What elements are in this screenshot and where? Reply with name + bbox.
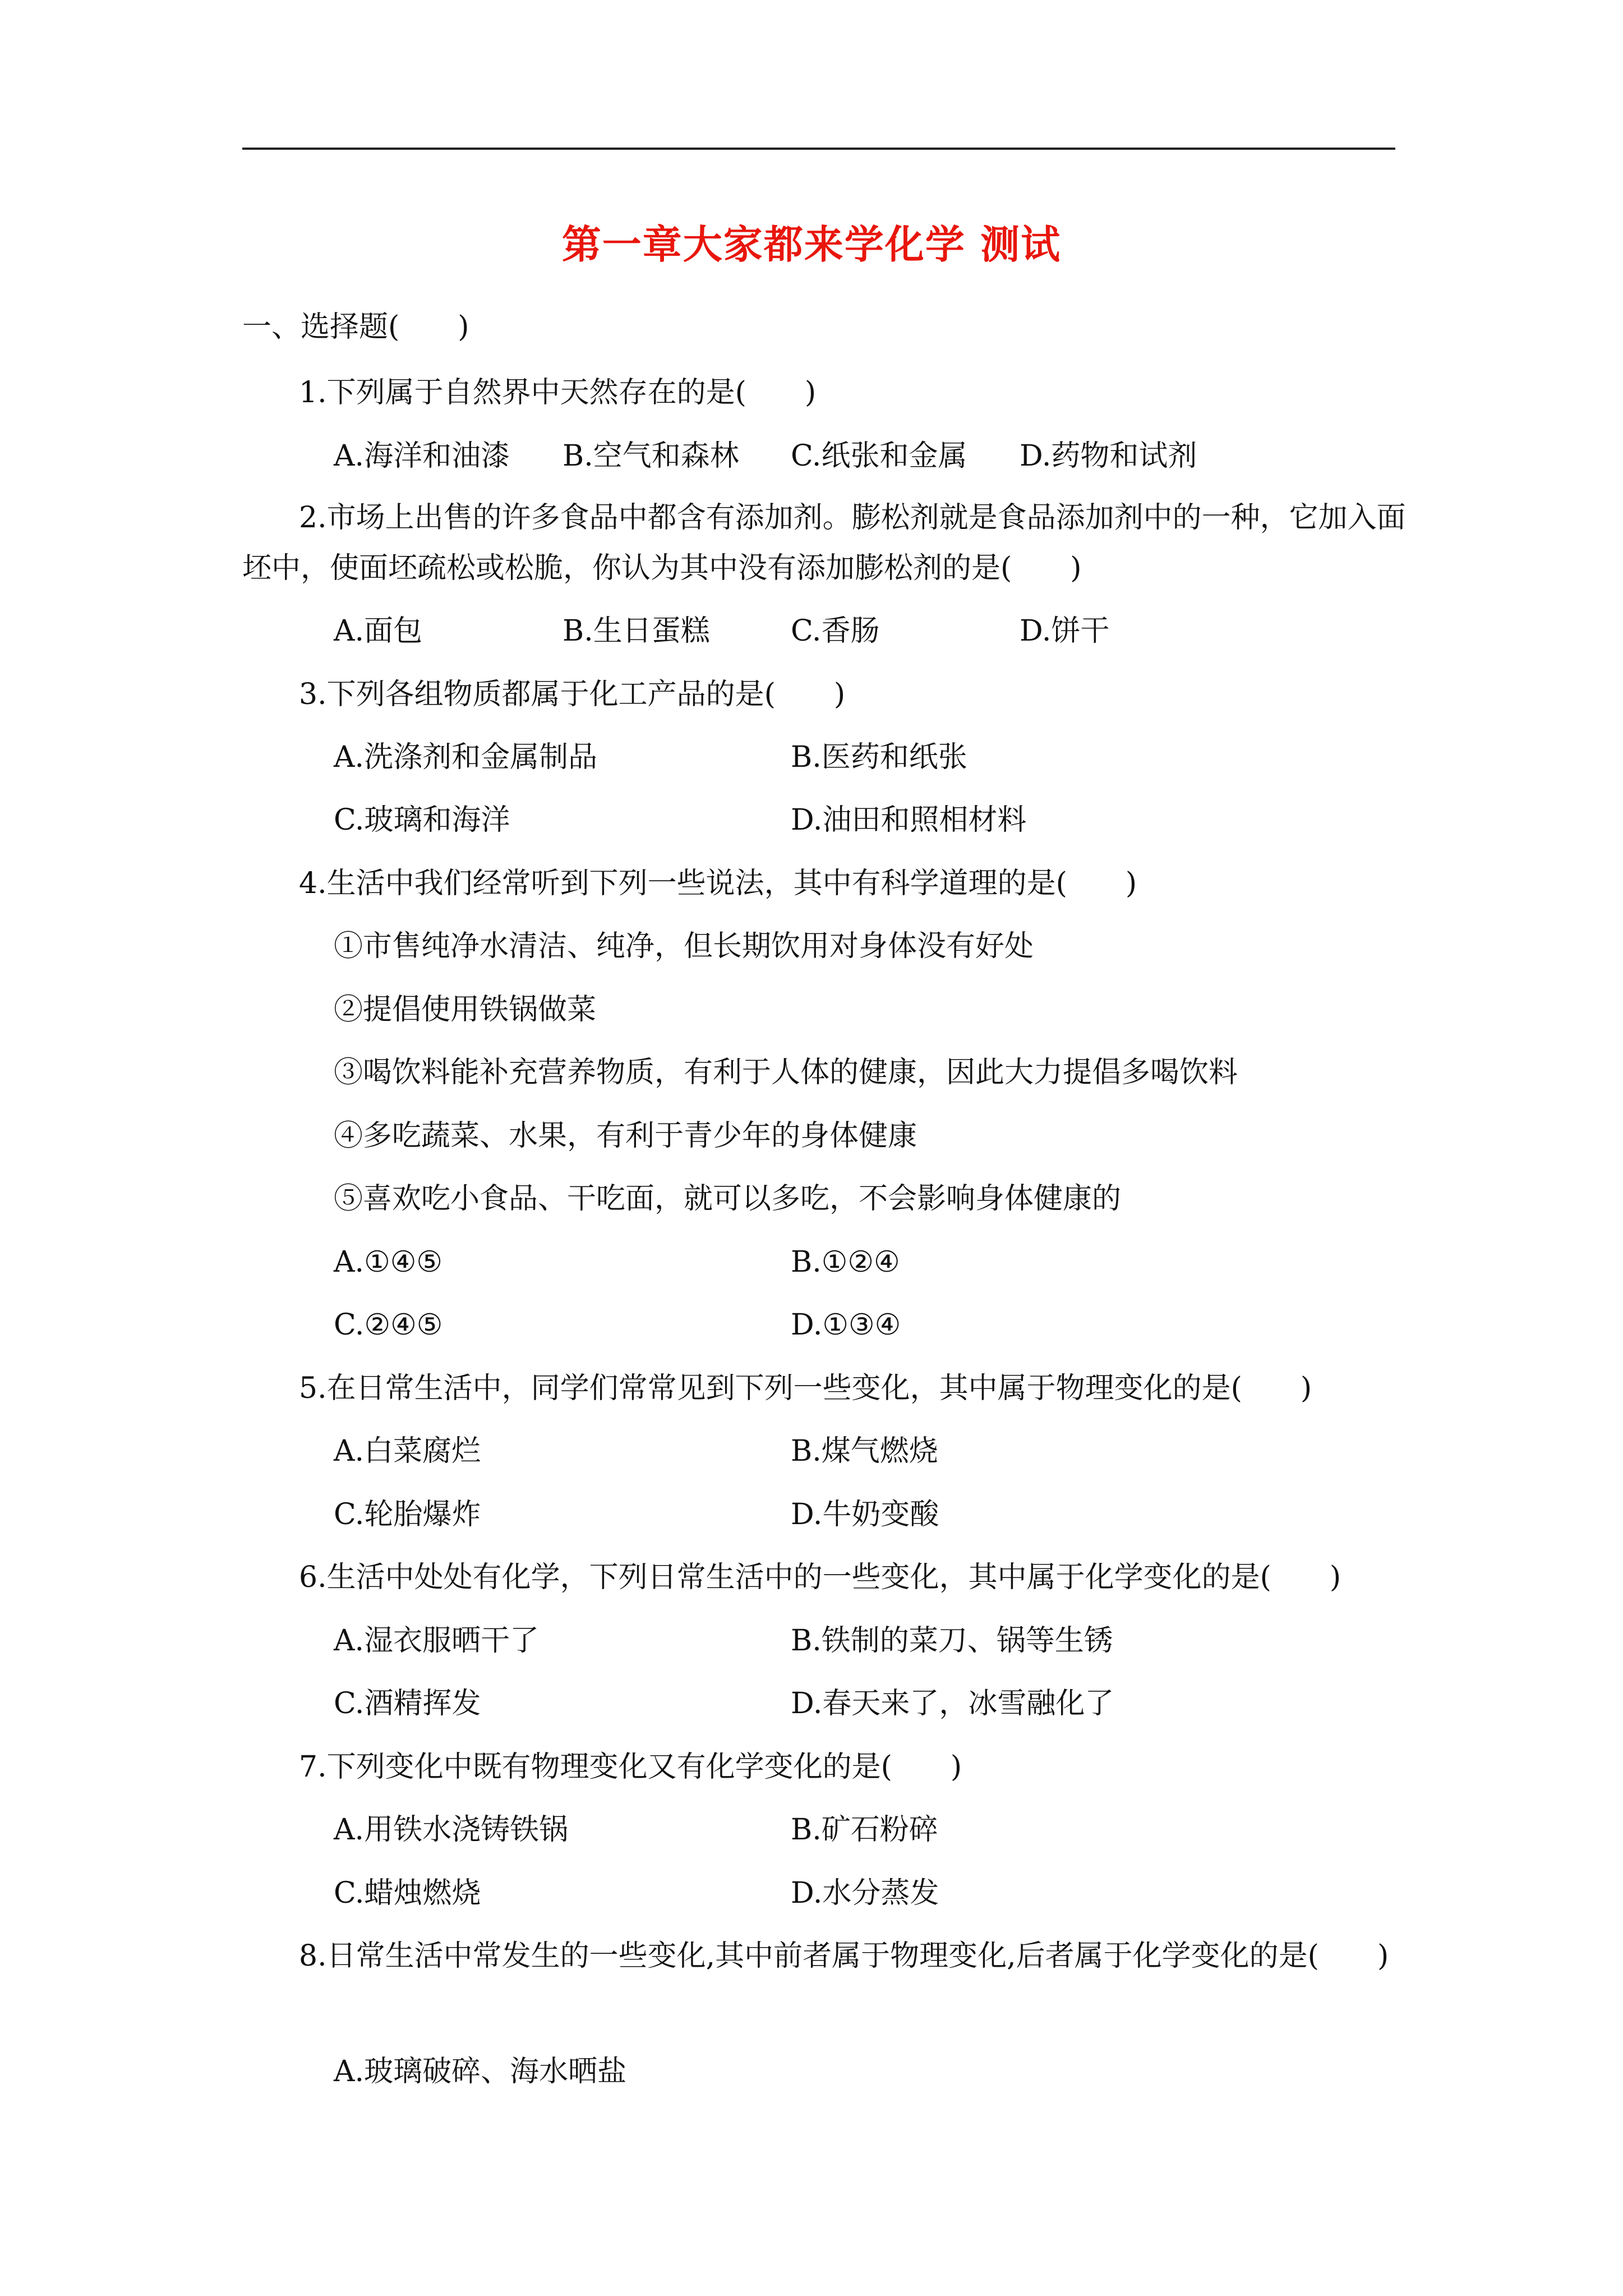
- question-2-stem-line1: 2.市场上出售的许多食品中都含有添加剂。膨松剂就是食品添加剂中的一种，它加入面: [299, 501, 1406, 535]
- question-6-option-d: D.春天来了，冰雪融化了: [791, 1687, 1114, 1720]
- question-1-option-d: D.药物和试剂: [1020, 439, 1197, 473]
- question-4-option-a: A.①④⑤: [334, 1245, 442, 1279]
- question-4-option-c: C.②④⑤: [334, 1308, 443, 1342]
- question-4-option-d: D.①③④: [791, 1308, 901, 1342]
- section-heading: 一、选择题( ): [242, 310, 469, 344]
- question-3-stem: 3.下列各组物质都属于化工产品的是( ): [299, 678, 846, 711]
- page-title: 第一章大家都来学化学 测试: [561, 221, 1062, 268]
- question-7-stem: 7.下列变化中既有物理变化又有化学变化的是( ): [299, 1750, 962, 1784]
- question-4-statement-1: ①市售纯净水清洁、纯净，但长期饮用对身体没有好处: [334, 930, 1034, 963]
- question-1-option-b: B.空气和森林: [562, 439, 739, 473]
- question-4-statement-4: ④多吃蔬菜、水果，有利于青少年的身体健康: [334, 1119, 917, 1153]
- question-2-option-a: A.面包: [334, 614, 423, 648]
- question-8-option-a: A.玻璃破碎、海水晒盐: [334, 2055, 627, 2088]
- question-7-option-d: D.水分蒸发: [791, 1876, 939, 1910]
- question-3-option-b: B.医药和纸张: [791, 740, 967, 774]
- question-6-stem: 6.生活中处处有化学，下列日常生活中的一些变化，其中属于化学变化的是( ): [299, 1561, 1341, 1594]
- question-1-option-c: C.纸张和金属: [791, 439, 967, 473]
- question-5-option-d: D.牛奶变酸: [791, 1498, 939, 1531]
- question-5-option-a: A.白菜腐烂: [334, 1434, 481, 1468]
- question-2-option-d: D.饼干: [1020, 614, 1110, 648]
- question-4-option-b: B.①②④: [791, 1245, 900, 1279]
- question-2-option-b: B.生日蛋糕: [562, 614, 710, 648]
- question-7-option-a: A.用铁水浇铸铁锅: [334, 1813, 569, 1847]
- question-4-stem: 4.生活中我们经常听到下列一些说法，其中有科学道理的是( ): [299, 867, 1137, 900]
- header-rule: [242, 148, 1395, 150]
- question-5-option-b: B.煤气燃烧: [791, 1434, 938, 1468]
- question-6-option-a: A.湿衣服晒干了: [334, 1624, 540, 1658]
- question-6-option-c: C.酒精挥发: [334, 1687, 481, 1720]
- question-1-stem: 1.下列属于自然界中天然存在的是( ): [299, 376, 817, 409]
- question-5-stem: 5.在日常生活中，同学们常常见到下列一些变化，其中属于物理变化的是( ): [299, 1372, 1312, 1405]
- question-8-stem: 8.日常生活中常发生的一些变化,其中前者属于物理变化,后者属于化学变化的是( ): [299, 1939, 1389, 1973]
- question-6-option-b: B.铁制的菜刀、锅等生锈: [791, 1624, 1113, 1658]
- question-3-option-c: C.玻璃和海洋: [334, 803, 510, 837]
- question-1-option-a: A.海洋和油漆: [334, 439, 510, 473]
- question-5-option-c: C.轮胎爆炸: [334, 1498, 481, 1531]
- question-7-option-c: C.蜡烛燃烧: [334, 1876, 481, 1910]
- question-3-option-d: D.油田和照相材料: [791, 803, 1027, 837]
- question-3-option-a: A.洗涤剂和金属制品: [334, 740, 598, 774]
- question-7-option-b: B.矿石粉碎: [791, 1813, 938, 1847]
- question-4-statement-5: ⑤喜欢吃小食品、干吃面，就可以多吃，不会影响身体健康的: [334, 1182, 1122, 1216]
- question-4-statement-3: ③喝饮料能补充营养物质，有利于人体的健康，因此大力提倡多喝饮料: [334, 1056, 1238, 1089]
- question-2-stem-line2: 坯中，使面坯疏松或松脆，你认为其中没有添加膨松剂的是( ): [242, 551, 1082, 585]
- question-4-statement-2: ②提倡使用铁锅做菜: [334, 993, 597, 1027]
- question-2-option-c: C.香肠: [791, 614, 880, 648]
